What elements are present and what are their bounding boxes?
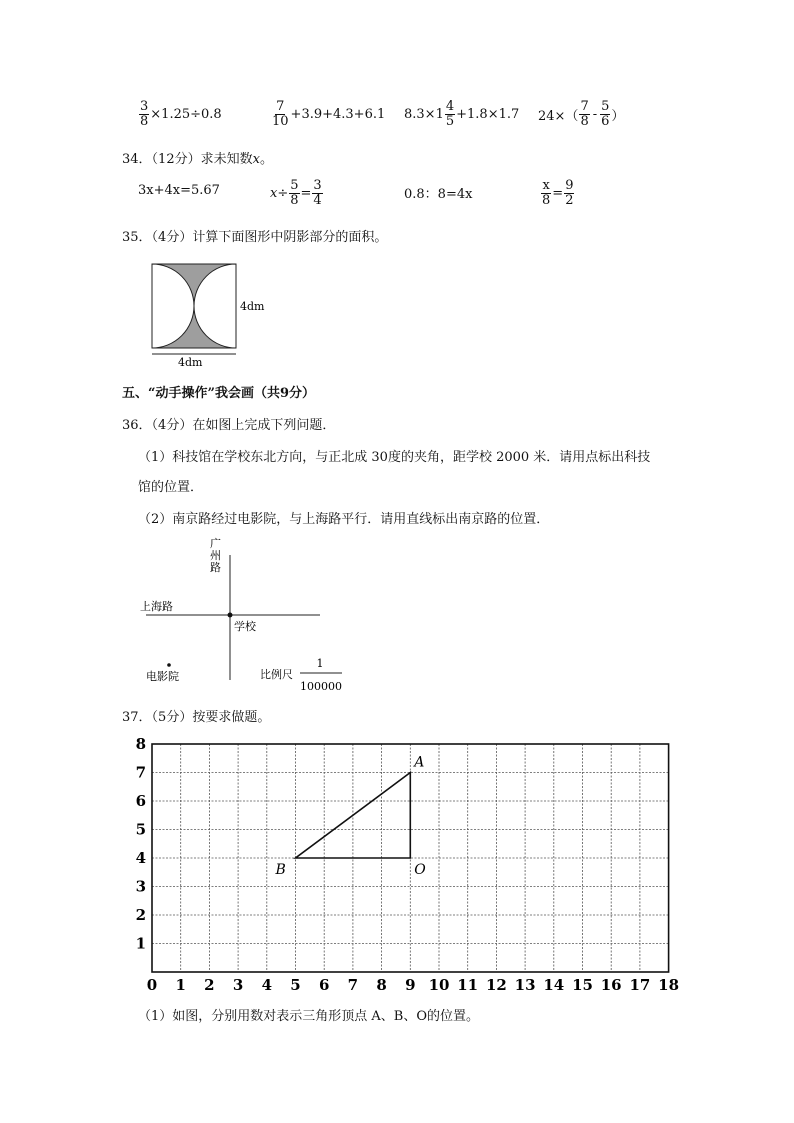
fraction <box>445 100 455 128</box>
coordinate-grid <box>130 732 690 1002</box>
vertex-label-b: B <box>275 862 286 878</box>
x-tick-label: 1 <box>175 976 186 994</box>
q36-part2: （2）南京路经过电影院，与上海路平行．请用直线标出南京路的位置． <box>138 512 550 527</box>
cinema-point <box>167 663 171 667</box>
x-tick-label: 5 <box>290 976 301 994</box>
shanghai-road-label: 上海路 <box>140 600 173 613</box>
q37-title: 37．（5分）按要求做题。 <box>122 710 271 725</box>
triangle-outline <box>296 773 411 859</box>
q36-part1-line1: （1）科技馆在学校东北方向，与正北成 30度的夹角，距学校 2000 米．请用点标出科技 <box>138 450 651 465</box>
expression-prefix: x÷ <box>270 185 289 201</box>
y-tick-label: 2 <box>135 906 146 924</box>
vertex-label-o: O <box>414 862 426 878</box>
x-tick-label: 7 <box>347 976 359 994</box>
denominator: 8 <box>290 192 299 208</box>
y-tick-label: 6 <box>135 792 146 810</box>
equals-sign: = <box>300 185 312 201</box>
x-tick-label: 16 <box>600 976 622 994</box>
numerator: 4 <box>445 99 455 114</box>
shaded-area-figure <box>140 258 280 368</box>
x-axis-labels <box>147 976 679 994</box>
road-map <box>138 535 368 700</box>
q33-expression-2 <box>270 100 385 128</box>
q34-title <box>122 148 273 167</box>
q34-equation-2 <box>270 179 324 207</box>
expression-operator: - <box>592 106 598 122</box>
equals-sign: = <box>552 185 564 201</box>
cinema-label: 电影院 <box>146 670 179 683</box>
q34-equation-1: 3x+4x=5.67 <box>138 183 220 198</box>
y-tick-label: 1 <box>135 934 146 953</box>
guangzhou-road-char-3: 路 <box>210 561 221 574</box>
expression-suffix: ） <box>611 108 625 124</box>
fraction <box>139 100 149 128</box>
section-heading: 五、“动手操作”我会画（共9分） <box>122 386 316 401</box>
y-tick-label: 4 <box>135 849 146 867</box>
numerator: 7 <box>580 99 589 114</box>
x-tick-label: 4 <box>261 976 273 994</box>
expression-prefix: 24×（ <box>538 108 579 124</box>
fraction <box>600 100 610 128</box>
fraction <box>289 179 299 207</box>
q36-title: 36．（4分）在如图上完成下列问题． <box>122 418 336 433</box>
numerator: 7 <box>276 99 285 114</box>
guangzhou-road-char-2: 州 <box>210 549 221 562</box>
q37-part1: （1）如图，分别用数对表示三角形顶点 A、B、O的位置。 <box>138 1009 480 1024</box>
x-tick-label: 6 <box>318 976 330 994</box>
q35-title: 35．（4分）计算下面图形中阴影部分的面积。 <box>122 230 388 245</box>
y-tick-label: 7 <box>135 763 146 782</box>
x-tick-label: 17 <box>629 976 651 994</box>
x-tick-label: 3 <box>232 976 244 994</box>
school-point <box>228 613 233 618</box>
variable: x <box>252 152 260 167</box>
q36-part1-line2: 馆的位置． <box>138 480 204 495</box>
numerator: 5 <box>601 99 610 114</box>
denominator: 10 <box>272 113 289 129</box>
q33-expression-4 <box>538 100 624 128</box>
x-tick-label: 10 <box>428 976 450 994</box>
q33-expression-3 <box>404 100 519 128</box>
scale-label: 比例尺 <box>260 668 293 681</box>
numerator: 3 <box>313 178 322 193</box>
fraction <box>579 100 589 128</box>
numerator: 3 <box>140 99 149 114</box>
q33-expression-1 <box>138 100 222 128</box>
expression-rest: +3.9+4.3+6.1 <box>290 106 386 122</box>
numerator: x <box>542 178 550 193</box>
x-tick-label: 2 <box>204 976 215 994</box>
x-tick-label: 15 <box>572 976 593 994</box>
x-tick-label: 8 <box>376 976 387 994</box>
fraction <box>312 179 322 207</box>
y-axis-labels <box>136 735 146 953</box>
fraction <box>541 179 551 207</box>
denominator: 2 <box>565 192 574 208</box>
denominator: 8 <box>580 113 589 129</box>
numerator: 5 <box>290 178 299 193</box>
numerator: 9 <box>565 178 574 193</box>
x-tick-label: 13 <box>514 976 536 994</box>
denominator: 4 <box>313 192 322 208</box>
y-tick-label: 8 <box>135 735 146 753</box>
triangle-abo <box>275 755 427 879</box>
x-tick-label: 12 <box>485 976 507 994</box>
school-label: 学校 <box>234 620 256 633</box>
scale-denominator: 100000 <box>300 680 342 693</box>
x-tick-label: 18 <box>658 976 680 994</box>
expression-rest: +1.8×1.7 <box>456 106 520 122</box>
denominator: 6 <box>601 113 610 129</box>
denominator: 8 <box>542 192 551 208</box>
y-tick-label: 5 <box>135 820 146 839</box>
x-tick-label: 0 <box>146 976 158 994</box>
question-text: 34．（12分）求未知数 <box>122 152 253 167</box>
denominator: 8 <box>140 113 149 129</box>
bottom-length-label: 4dm <box>178 356 203 368</box>
q34-equation-4 <box>540 179 575 207</box>
fraction <box>271 100 290 128</box>
expression-rest: ×1.25÷0.8 <box>150 106 222 122</box>
scale-numerator: 1 <box>316 657 324 670</box>
y-tick-label: 3 <box>135 877 146 896</box>
expression-prefix: 8.3×1 <box>404 106 444 122</box>
guangzhou-road-char-1: 广 <box>210 537 221 550</box>
denominator: 5 <box>445 113 455 129</box>
period: 。 <box>259 152 273 167</box>
side-length-label: 4dm <box>240 300 265 313</box>
x-tick-label: 11 <box>457 976 479 994</box>
x-tick-label: 14 <box>543 976 565 994</box>
x-tick-label: 9 <box>405 976 416 994</box>
q34-equation-3: 0.8：8=4x <box>404 187 473 202</box>
vertex-label-a: A <box>414 754 425 771</box>
fraction <box>564 179 574 207</box>
